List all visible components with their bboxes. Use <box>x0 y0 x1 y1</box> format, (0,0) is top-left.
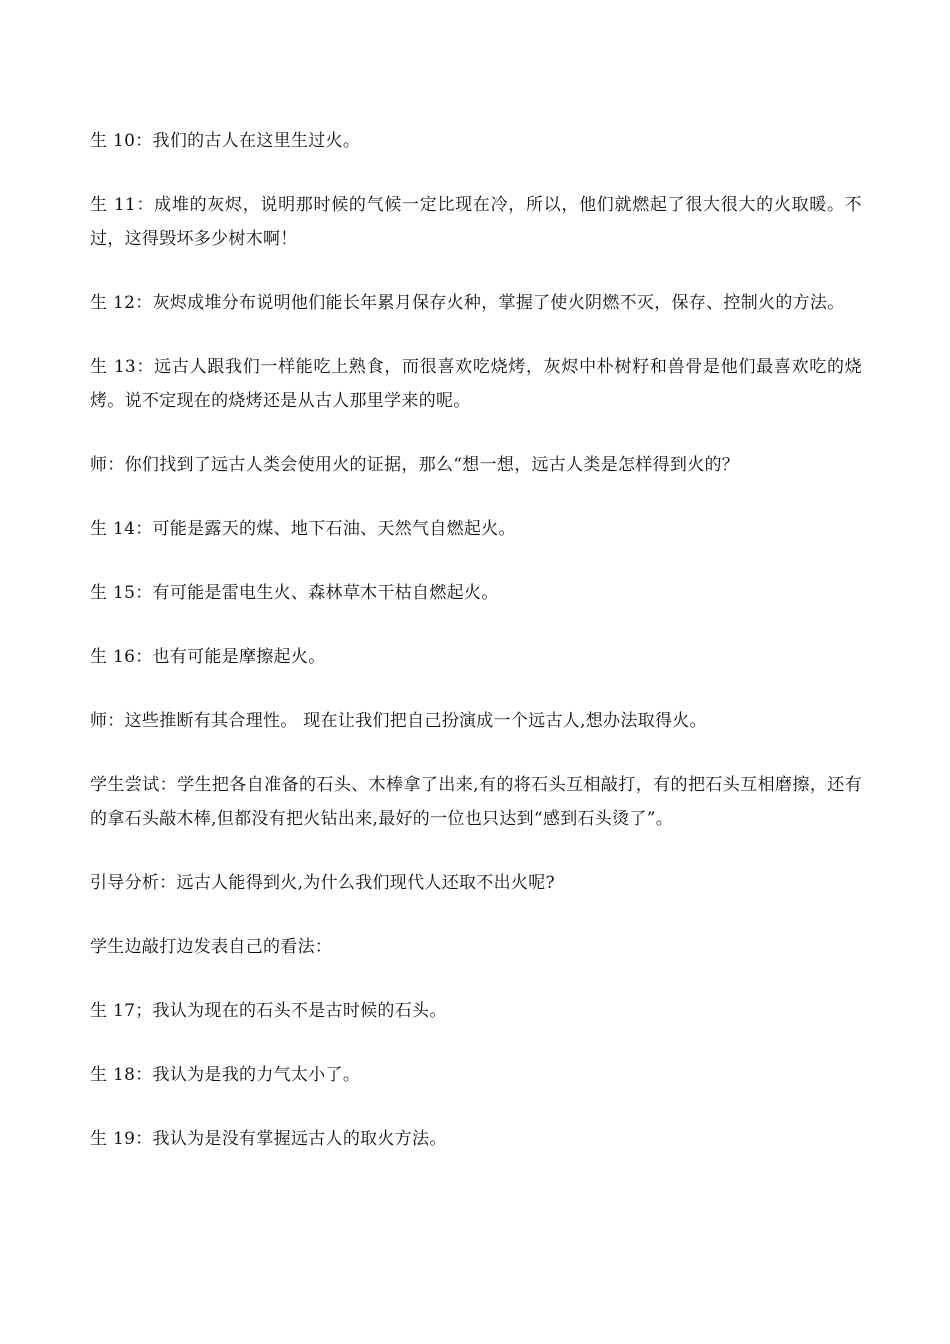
paragraph: 师：你们找到了远古人类会使用火的证据，那么“想一想，远古人类是怎样得到火的？ <box>90 455 740 475</box>
paragraph: 生 10：我们的古人在这里生过火。 <box>90 131 361 151</box>
paragraph: 学生边敲打边发表自己的看法： <box>90 937 333 957</box>
paragraph: 生 15：有可能是雷电生火、森林草木干枯自燃起火。 <box>90 583 499 603</box>
paragraph: 生 17；我认为现在的石头不是古时候的石头。 <box>90 1001 447 1021</box>
paragraph: 生 11：成堆的灰烬，说明那时候的气候一定比现在冷，所以，他们就燃起了很大很大的火取暖。不过，这得毁坏多少树木啊！ <box>90 195 862 249</box>
paragraph: 引导分析：远古人能得到火,为什么我们现代人还取不出火呢? <box>90 873 555 893</box>
paragraph: 学生尝试：学生把各自准备的石头、木棒拿了出来,有的将石头互相敲打，有的把石头互相磨擦，还有的拿石头敲木棒,但都没有把火钻出来,最好的一位也只达到“感到石头烫了”。 <box>90 775 862 829</box>
paragraph: 生 14：可能是露天的煤、地下石油、天然气自燃起火。 <box>90 519 516 539</box>
paragraph: 生 19：我认为是没有掌握远古人的取火方法。 <box>90 1129 447 1149</box>
paragraph: 生 16：也有可能是摩擦起火。 <box>90 647 326 667</box>
paragraph: 生 18：我认为是我的力气太小了。 <box>90 1065 361 1085</box>
paragraph: 生 12：灰烬成堆分布说明他们能长年累月保存火种，掌握了使火阴燃不灭，保存、控制火的方法。 <box>90 293 845 313</box>
paragraph: 生 13：远古人跟我们一样能吃上熟食，而很喜欢吃烧烤，灰烬中朴树籽和兽骨是他们最喜欢吃的烧烤。说不定现在的烧烤还是从古人那里学来的呢。 <box>90 357 862 411</box>
paragraph: 师：这些推断有其合理性。 现在让我们把自己扮演成一个远古人,想办法取得火。 <box>90 711 707 731</box>
document-body <box>90 124 862 1186</box>
